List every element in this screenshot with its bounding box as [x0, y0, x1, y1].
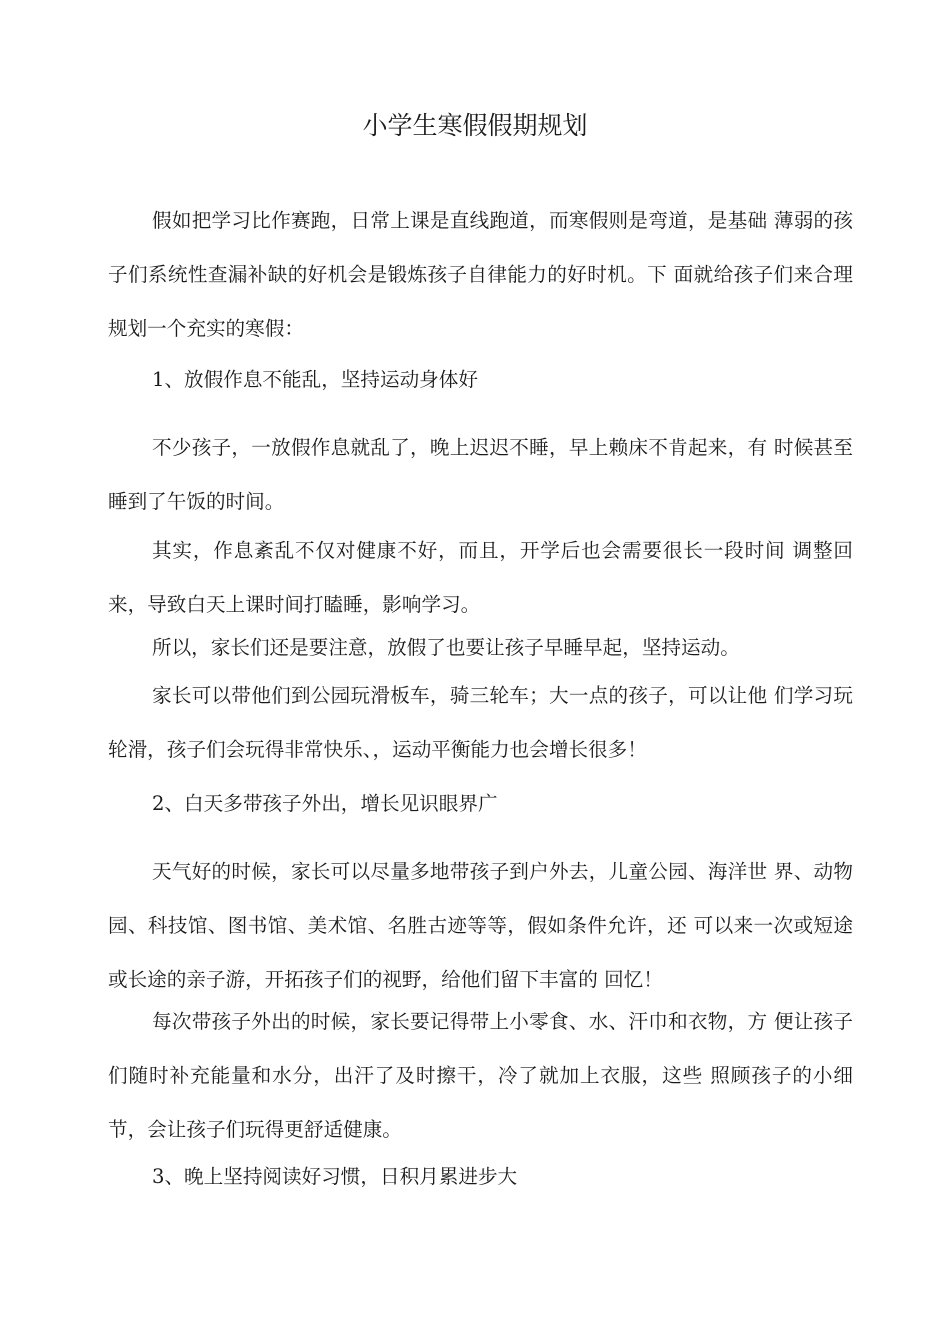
section-heading-1: 1、放假作息不能乱，坚持运动身体好: [152, 368, 478, 391]
paragraph: 天气好的时候，家长可以尽量多地带孩子到户外去，儿童公园、海洋世 界、动物园、科技馆、图书馆、美术馆、名胜古迹等等，假如条件允许，还 可以来一次或短途或长途的亲子游，开拓孩子们的视野，给他们留下丰富的 回忆！: [108, 860, 853, 991]
paragraph: 每次带孩子外出的时候，家长要记得带上小零食、水、汗巾和衣物，方 便让孩子们随时补充能量和水分，出汗了及时擦干，冷了就加上衣服，这些 照顾孩子的小细节，会让孩子们玩得更舒适健康。: [108, 1010, 853, 1141]
section-heading-2: 2、白天多带孩子外出，增长见识眼界广: [152, 792, 498, 815]
document-title: 小学生寒假假期规划: [362, 111, 588, 140]
paragraph: 不少孩子，一放假作息就乱了，晚上迟迟不睡，早上赖床不肯起来，有 时候甚至睡到了午饭的时间。: [108, 436, 853, 513]
section-heading-3: 3、晚上坚持阅读好习惯，日积月累进步大: [152, 1165, 518, 1188]
paragraph: 家长可以带他们到公园玩滑板车，骑三轮车；大一点的孩子，可以让他 们学习玩轮滑，孩子们会玩得非常快乐、，运动平衡能力也会增长很多！: [108, 684, 853, 761]
paragraph-intro: 假如把学习比作赛跑，日常上课是直线跑道，而寒假则是弯道，是基础 薄弱的孩子们系统性查漏补缺的好机会是锻炼孩子自律能力的好时机。下 面就给孩子们来合理规划一个充实的寒假：: [108, 209, 853, 340]
paragraph: 所以，家长们还是要注意，放假了也要让孩子早睡早起，坚持运动。: [152, 636, 740, 659]
paragraph: 其实，作息紊乱不仅对健康不好，而且，开学后也会需要很长一段时间 调整回来，导致白天上课时间打瞌睡，影响学习。: [108, 539, 853, 616]
